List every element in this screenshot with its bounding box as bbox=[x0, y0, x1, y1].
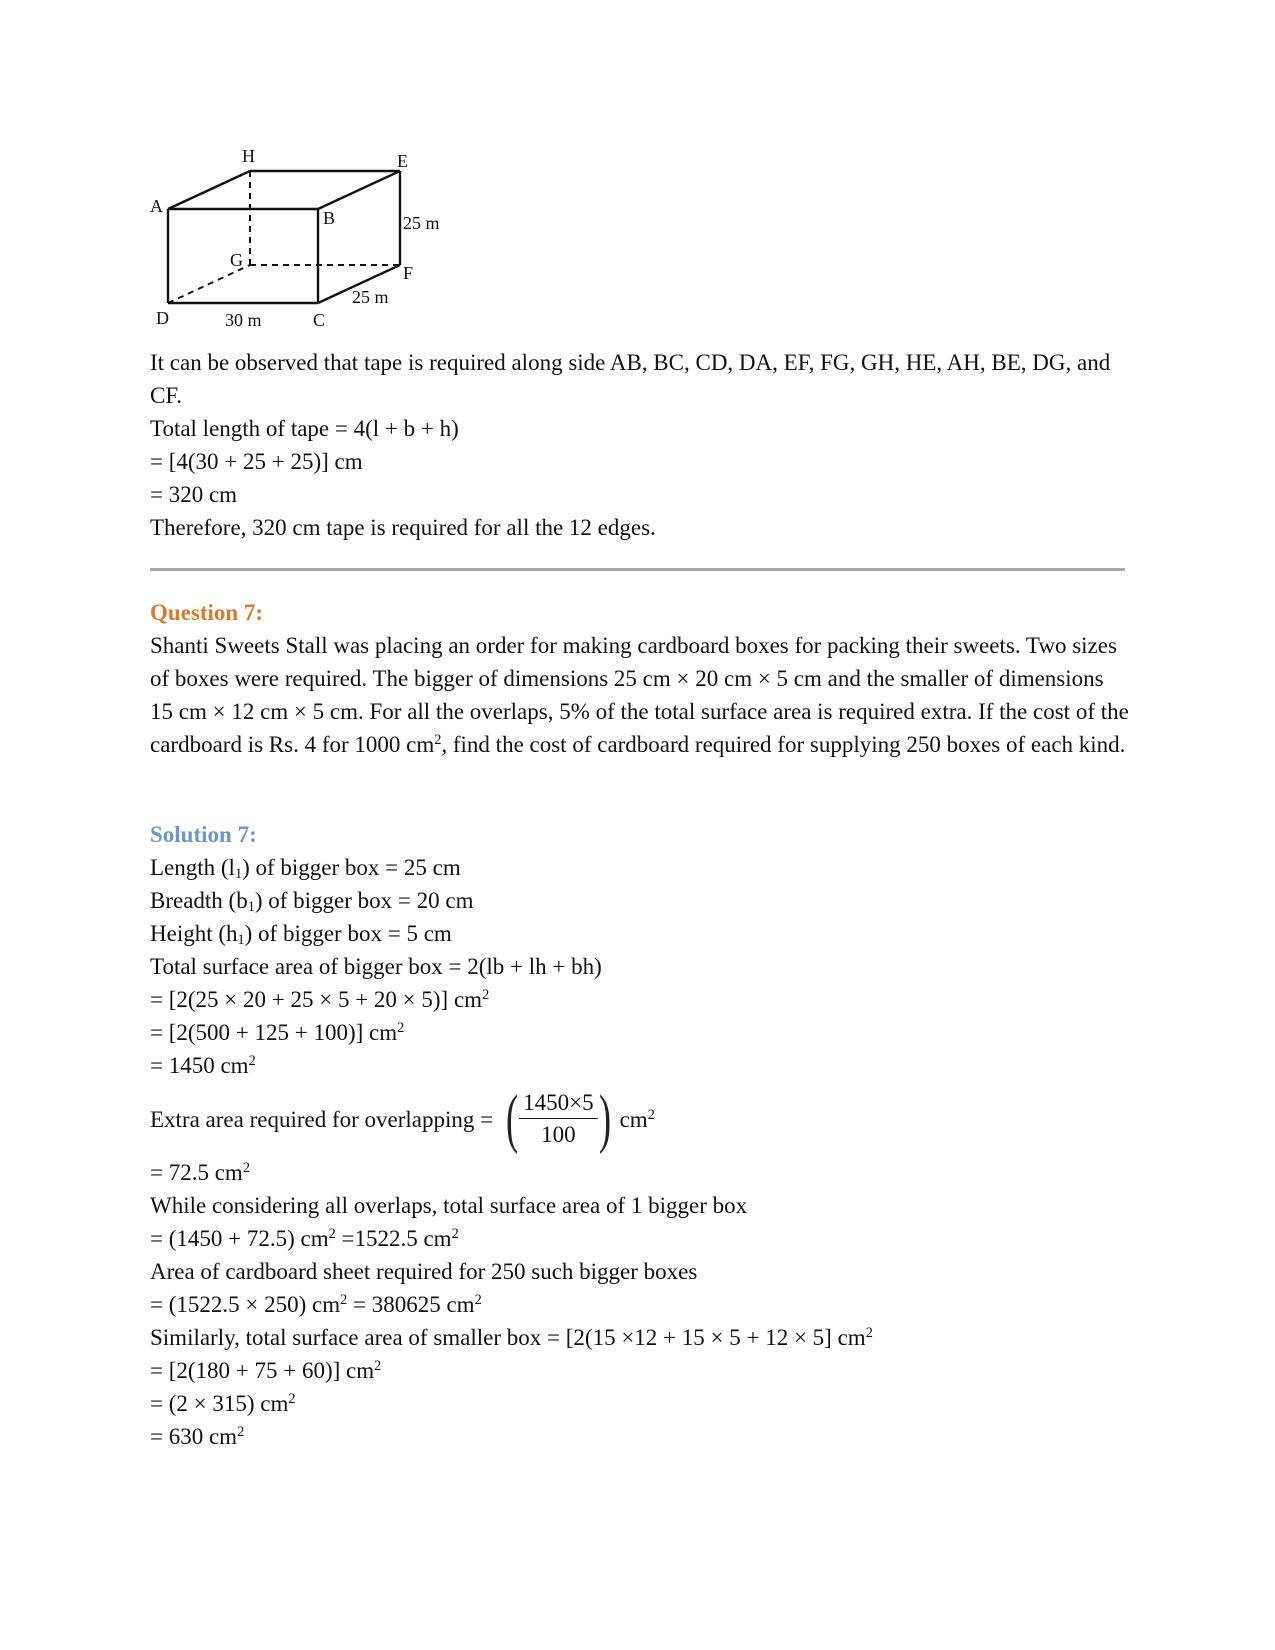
vertex-label-e: E bbox=[397, 151, 408, 171]
solution-heading: Solution 7: bbox=[150, 822, 257, 847]
tape-edges-text: It can be observed that tape is required along side AB, BC, CD, DA, EF, FG, GH, HE, AH, BE, DG, and CF. bbox=[150, 350, 1111, 408]
edge-be bbox=[318, 171, 400, 209]
overlap-unit: $cm^2$ bbox=[619, 1106, 655, 1132]
overlap-fraction bbox=[519, 1088, 597, 1151]
tsa-step-1: = [2(25 × 20 + 25 × 5 + 20 × 5)] $cm^2$ bbox=[150, 987, 490, 1012]
vertex-label-f: F bbox=[403, 263, 414, 283]
height-line: Height $(h_1)$ of bigger box = 5 cm bbox=[150, 921, 452, 948]
dimension-height: 25 m bbox=[403, 213, 440, 233]
tape-conclusion: Therefore, 320 cm tape is required for all the 12 edges. bbox=[150, 515, 656, 540]
tape-substitution: = [4(30 + 25 + 25)] cm bbox=[150, 449, 363, 474]
overlap-fraction-line bbox=[150, 1082, 1130, 1156]
vertex-label-g: G bbox=[230, 250, 243, 270]
smaller-step-3: = 630 $cm^2$ bbox=[150, 1424, 245, 1449]
area-250-line: Area of cardboard sheet required for 250 such bigger boxes bbox=[150, 1259, 698, 1284]
all-overlaps-line: While considering all overlaps, total surface area of 1 bigger box bbox=[150, 1193, 748, 1218]
tsa-step-2: = [2(500 + 125 + 100)] $cm^2$ bbox=[150, 1020, 405, 1045]
tsa-formula: Total surface area of bigger box = 2(lb + lh + bh) bbox=[150, 954, 602, 979]
bigger-box-total-line: = (1450 + 72.5) $cm^2 =1522.5$ $cm^2$ bbox=[150, 1226, 459, 1251]
tape-result: = 320 cm bbox=[150, 482, 238, 507]
vertex-label-c: C bbox=[313, 310, 326, 330]
smaller-step-2: = (2 × 315) $cm^2$ bbox=[150, 1391, 296, 1416]
tsa-step-3: = 1450 $cm^2$ bbox=[150, 1053, 256, 1078]
right-paren: ) bbox=[598, 1082, 611, 1155]
tape-formula: Total length of tape = 4(l + b + h) bbox=[150, 416, 459, 441]
vertex-label-b: B bbox=[323, 208, 336, 228]
smaller-tsa-line: Similarly, total surface area of smaller box = [2(15 ×12 + 15 × 5 + 12 × 5] $cm^2$ bbox=[150, 1325, 873, 1350]
fraction-denominator: 100 bbox=[541, 1121, 576, 1147]
left-paren: ( bbox=[506, 1082, 519, 1155]
fraction-numerator: 1450×5 bbox=[519, 1088, 597, 1119]
edge-dg bbox=[168, 265, 250, 303]
question-heading: Question 7: bbox=[150, 600, 264, 625]
solution-6-continuation bbox=[150, 346, 1130, 544]
overlap-label: Extra area required for overlapping = bbox=[150, 1106, 494, 1132]
question-text: Shanti Sweets Stall was placing an order for making cardboard boxes for packing their sweets. Two sizes of boxes were required. The bigger of dimensions 25 cm × 20 cm × 5 cm and the smaller of dimensions 15 cm × 12 cm × 5 cm. For all the overlaps, 5% of the total surface area is required extra. If the cost of the cardboard is Rs. 4 for 1000 $cm^2$, find the cost of cardboard required for supplying 250 boxes of each kind. bbox=[150, 633, 1129, 757]
smaller-step-1: = [2(180 + 75 + 60)] $cm^2$ bbox=[150, 1358, 382, 1383]
solution-7 bbox=[150, 818, 1130, 1453]
vertex-label-d: D bbox=[156, 308, 169, 328]
length-line: Length $(l_1)$ of bigger box = 25 cm bbox=[150, 855, 461, 882]
edge-ah bbox=[168, 171, 250, 209]
cuboid-figure bbox=[150, 140, 480, 350]
area-250-calc: = (1522.5 × 250) $cm^2 = 380625$ $cm^2$ bbox=[150, 1292, 482, 1317]
cuboid-diagram bbox=[150, 140, 480, 350]
question-7 bbox=[150, 596, 1130, 761]
breadth-line: Breadth $(b_1)$ of bigger box = 20 cm bbox=[150, 888, 474, 915]
overlap-result: = 72.5 $cm^2$ bbox=[150, 1160, 250, 1185]
dimension-length: 30 m bbox=[225, 310, 262, 330]
section-divider bbox=[150, 568, 1125, 571]
vertex-label-a: A bbox=[150, 196, 163, 216]
vertex-label-h: H bbox=[242, 146, 255, 166]
dimension-depth: 25 m bbox=[352, 287, 389, 307]
